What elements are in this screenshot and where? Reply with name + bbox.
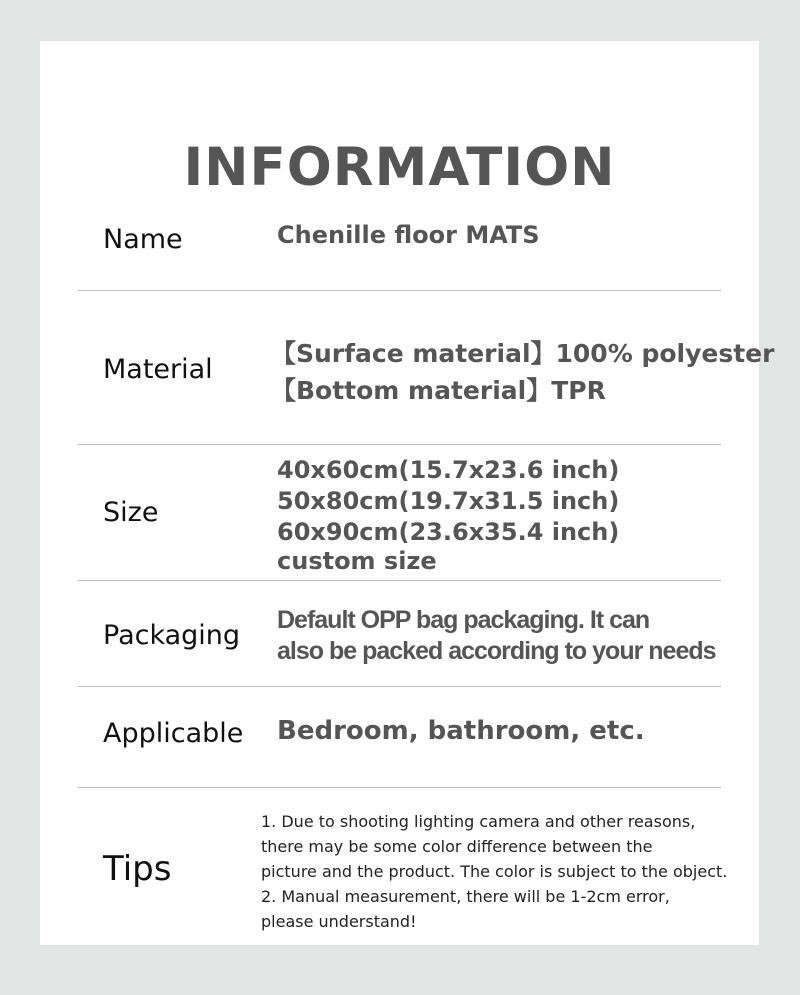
info-card [40, 41, 775, 945]
material-line: 【Surface material】100% polyester [271, 339, 775, 368]
page-title: INFORMATION [183, 137, 616, 198]
size-line: 50x80cm(19.7x31.5 inch) [277, 487, 620, 515]
tips-line: picture and the product. The color is subject to the object. [261, 862, 728, 881]
tips-text [261, 809, 727, 934]
packaging-value [277, 605, 716, 667]
name-label: Name [103, 224, 183, 255]
applicable-value: Bedroom, bathroom, etc. [277, 716, 645, 746]
tips-line: there may be some color difference between the [261, 837, 653, 856]
tips-line: please understand! [261, 912, 417, 931]
material-label: Material [103, 354, 213, 385]
divider [78, 290, 721, 291]
divider [78, 686, 721, 687]
size-line: 40x60cm(15.7x23.6 inch) [277, 456, 620, 484]
tips-label: Tips [103, 849, 172, 889]
divider [78, 444, 721, 445]
size-value [277, 455, 619, 575]
applicable-label: Applicable [103, 718, 244, 749]
tips-line: 2. Manual measurement, there will be 1-2cm error, [261, 887, 670, 906]
material-line: 【Bottom material】TPR [271, 376, 606, 405]
packaging-line: Default OPP bag packaging. It can [277, 606, 650, 634]
material-value [271, 335, 775, 409]
packaging-label: Packaging [103, 620, 241, 651]
size-line: 60x90cm(23.6x35.4 inch) [277, 518, 620, 546]
divider [78, 580, 721, 581]
size-label: Size [103, 497, 159, 528]
name-value: Chenille floor MATS [277, 221, 540, 249]
tips-line: 1. Due to shooting lighting camera and other reasons, [261, 812, 696, 831]
size-line: custom size [277, 547, 437, 575]
divider [78, 787, 721, 788]
packaging-line: also be packed according to your needs [277, 637, 716, 665]
